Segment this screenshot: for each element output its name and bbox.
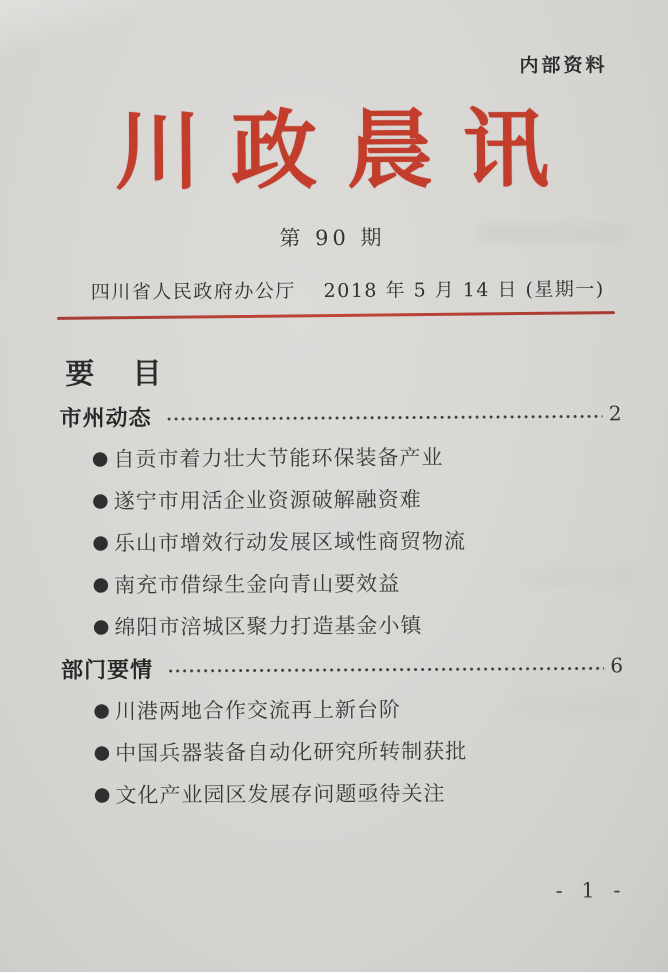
dotted-leader xyxy=(167,658,604,681)
toc-item xyxy=(60,560,622,605)
bullet-icon: ● xyxy=(92,531,111,554)
masthead-divider-rule xyxy=(57,311,615,320)
toc-section-page: 2 xyxy=(608,401,622,426)
toc-item xyxy=(62,770,624,815)
toc-item xyxy=(61,602,623,647)
toc-item xyxy=(61,728,623,773)
toc-item-title: 南充市借绿生金向青山要效益 xyxy=(114,571,401,598)
toc-heading: 要 目 xyxy=(65,355,176,391)
page-number: - 1 - xyxy=(555,878,627,903)
toc-section-title: 部门要情 xyxy=(61,657,154,684)
bullet-icon: ● xyxy=(92,489,110,512)
dotted-leader xyxy=(166,406,603,429)
bullet-icon: ● xyxy=(93,741,112,764)
bullet-icon: ● xyxy=(92,615,111,638)
bullet-icon: ● xyxy=(91,447,110,470)
toc-item-title: 中国兵器装备自动化研究所转制获批 xyxy=(115,739,468,766)
masthead-title: 川政晨讯 xyxy=(114,98,580,203)
toc-item-title: 川港两地合作交流再上新台阶 xyxy=(114,697,402,724)
toc-item-title: 文化产业园区发展存问题亟待关注 xyxy=(115,781,446,808)
toc-section-page: 6 xyxy=(610,653,624,678)
toc-item xyxy=(60,518,622,563)
toc-item xyxy=(61,686,623,731)
bullet-icon: ● xyxy=(92,573,111,596)
toc-item-title: 乐山市增效行动发展区域性商贸物流 xyxy=(113,529,467,556)
issue-number: 第 90 期 xyxy=(279,225,386,251)
publication-date: 2018 年 5 月 14 日 (星期一) xyxy=(323,278,605,303)
publication-info-row xyxy=(91,274,605,304)
toc-section-title: 市州动态 xyxy=(59,405,152,432)
toc-section-heading xyxy=(59,392,621,437)
bullet-icon: ● xyxy=(93,699,112,722)
toc-sections xyxy=(59,392,624,815)
toc-item-title: 绵阳市涪城区聚力打造基金小镇 xyxy=(114,613,423,640)
bullet-icon: ● xyxy=(93,783,112,806)
classification-label: 内部资料 xyxy=(519,54,608,77)
publisher-name: 四川省人民政府办公厅 xyxy=(90,280,296,304)
toc-item-title: 自贡市着力壮大节能环保装备产业 xyxy=(113,445,444,472)
toc-item xyxy=(60,476,622,521)
toc-item xyxy=(60,434,622,479)
toc-item-title: 遂宁市用活企业资源破解融资难 xyxy=(113,487,422,514)
toc-section-heading xyxy=(61,644,623,689)
